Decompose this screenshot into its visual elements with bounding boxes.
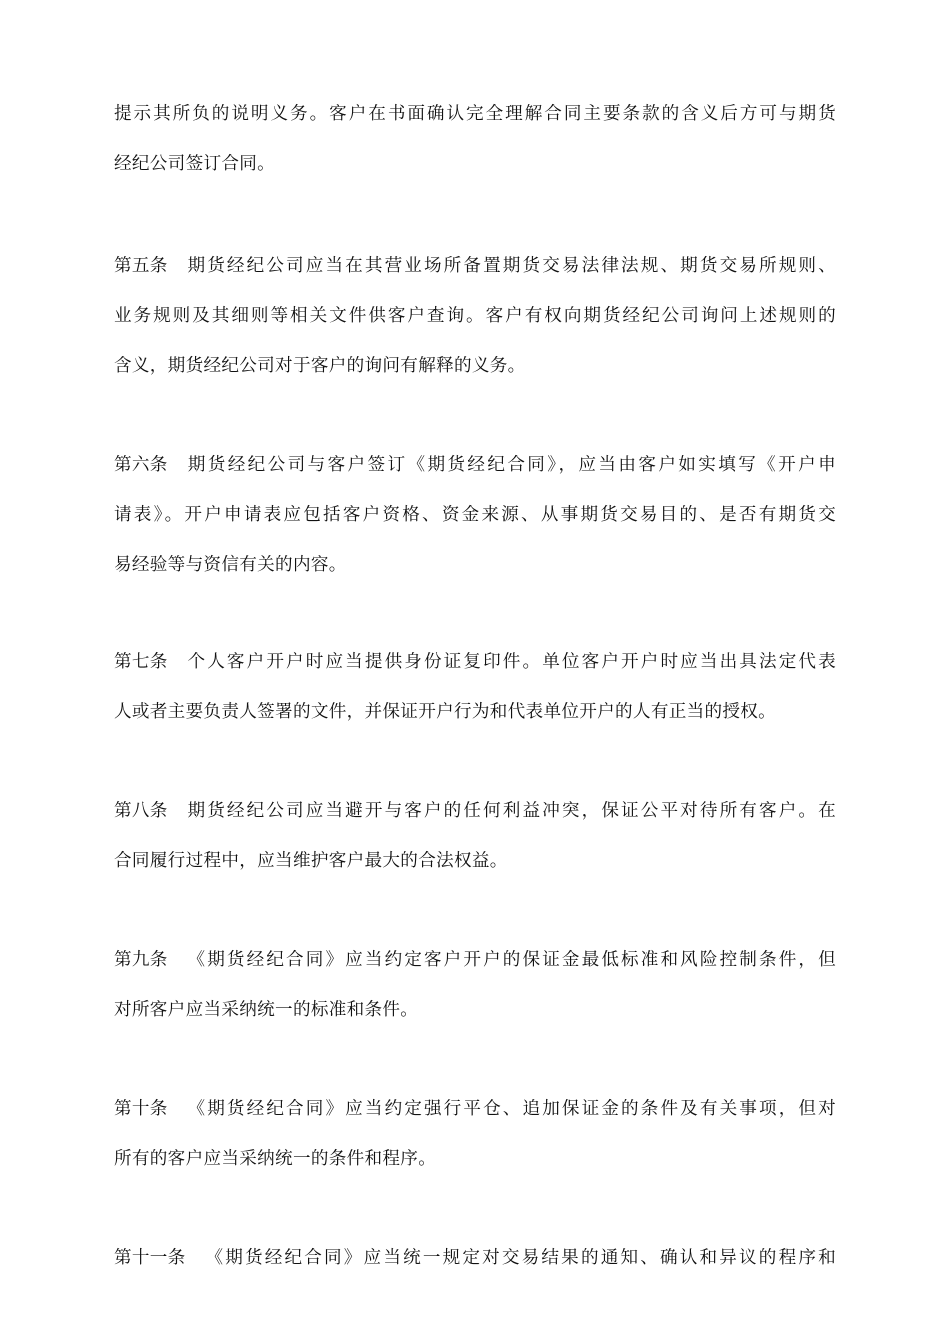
article-6 xyxy=(114,440,836,590)
text-line: 业务规则及其细则等相关文件供客户查询。客户有权向期货经纪公司询问上述规则的 xyxy=(114,306,836,326)
text-segment: 期货经纪公司应当在其营业场所备置期货交易法律法规、期货交易所规则、 xyxy=(185,256,836,276)
text-line: 请表》。开户申请表应包括客户资格、资金来源、从事期货交易目的、是否有期货交 xyxy=(114,505,836,525)
text-line: 含义，期货经纪公司对于客户的询问有解释的义务。 xyxy=(114,356,526,376)
text-line xyxy=(114,1233,836,1283)
article-11 xyxy=(114,1233,836,1283)
text-line: 合同履行过程中，应当维护客户最大的合法权益。 xyxy=(114,851,508,871)
article-7 xyxy=(114,637,836,737)
article-5 xyxy=(114,241,836,391)
article-10 xyxy=(114,1084,836,1184)
text-line xyxy=(114,1084,836,1134)
text-segment: 《期货经纪合同》应当约定强行平仓、追加保证金的条件及有关事项，但对 xyxy=(185,1099,836,1119)
text-segment: 期货经纪公司应当避开与客户的任何利益冲突，保证公平对待所有客户。在 xyxy=(185,801,836,821)
text-line xyxy=(114,935,836,985)
text-segment: 期货经纪公司与客户签订《期货经纪合同》，应当由客户如实填写《开户申 xyxy=(185,455,836,475)
text-line: 易经验等与资信有关的内容。 xyxy=(114,555,347,575)
text-line xyxy=(114,241,836,291)
text-segment: 个人客户开户时应当提供身份证复印件。单位客户开户时应当出具法定代表 xyxy=(185,652,836,672)
article-9 xyxy=(114,935,836,1035)
text-line: 人或者主要负责人签署的文件，并保证开户行为和代表单位开户的人有正当的授权。 xyxy=(114,702,777,722)
text-segment: 《期货经纪合同》应当统一规定对交易结果的通知、确认和异议的程序和 xyxy=(203,1248,836,1268)
article-number: 第十条 xyxy=(114,1099,168,1119)
text-line: 经纪公司签订合同。 xyxy=(114,154,276,174)
text-line: 所有的客户应当采纳统一的条件和程序。 xyxy=(114,1149,437,1169)
text-line xyxy=(114,440,836,490)
paragraph-continuation xyxy=(114,89,836,189)
text-line: 对所客户应当采纳统一的标准和条件。 xyxy=(114,1000,419,1020)
article-number: 第五条 xyxy=(114,256,168,276)
article-number: 第七条 xyxy=(114,652,168,672)
article-number: 第六条 xyxy=(114,455,168,475)
article-number: 第八条 xyxy=(114,801,168,821)
text-line xyxy=(114,637,836,687)
text-line: 提示其所负的说明义务。客户在书面确认完全理解合同主要条款的含义后方可与期货 xyxy=(114,104,836,124)
article-8 xyxy=(114,786,836,886)
article-number: 第十一条 xyxy=(114,1248,186,1268)
text-segment: 《期货经纪合同》应当约定客户开户的保证金最低标准和风险控制条件，但 xyxy=(185,950,836,970)
article-number: 第九条 xyxy=(114,950,168,970)
text-line xyxy=(114,786,836,836)
